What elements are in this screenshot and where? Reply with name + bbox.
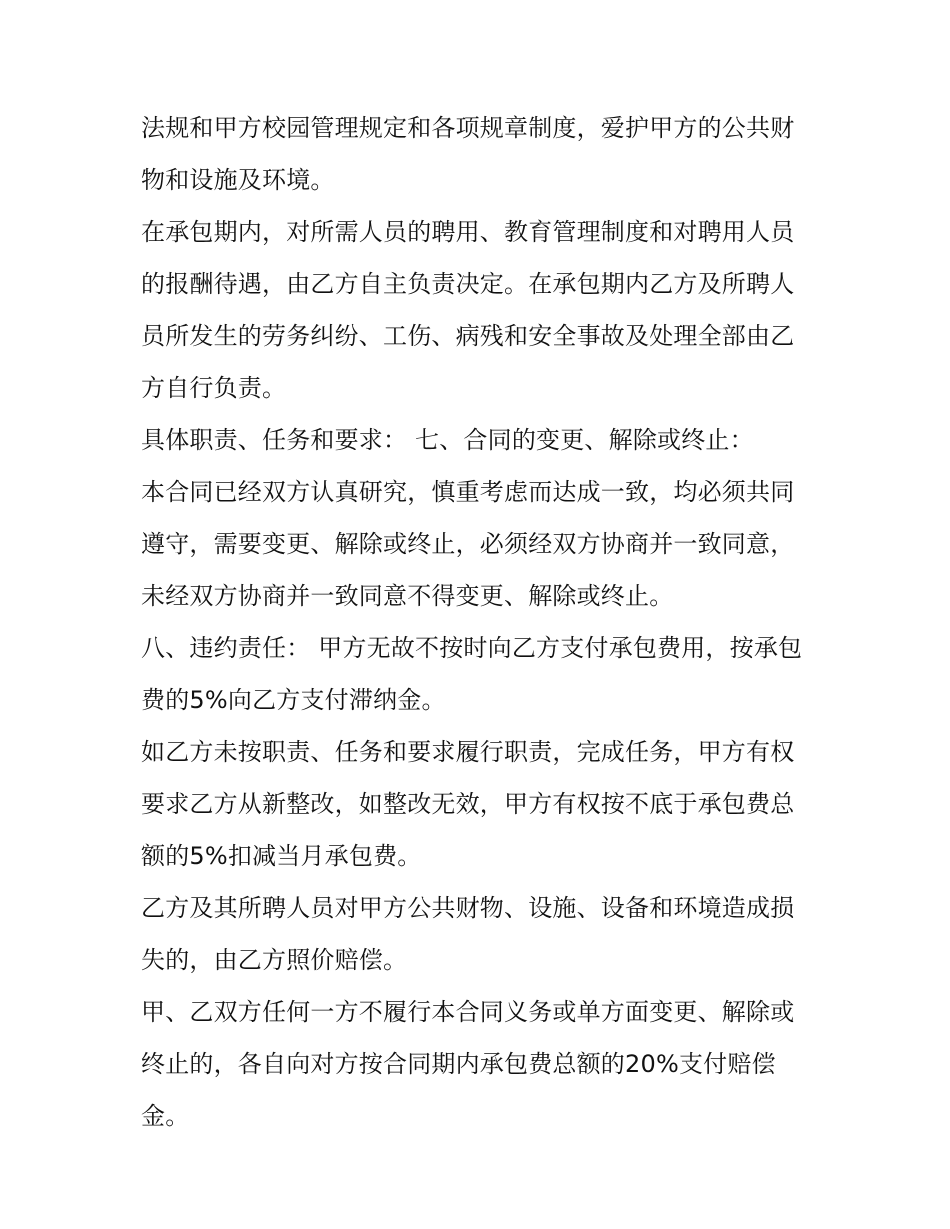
paragraph-regulations: 法规和甲方校园管理规定和各项规章制度，爱护甲方的公共财物和设施及环境。 bbox=[141, 114, 795, 194]
paragraph-breach-compensation: 甲、乙双方任何一方不履行本合同义务或单方面变更、解除或终止的，各自向对方按合同期内承包费总额的20%支付赔偿金。 bbox=[141, 998, 795, 1130]
document-body bbox=[141, 102, 816, 1142]
paragraph-duties-and-section-seven: 具体职责、任务和要求： 七、合同的变更、解除或终止： bbox=[141, 426, 754, 454]
paragraph-damage-compensation: 乙方及其所聘人员对甲方公共财物、设施、设备和环境造成损失的，由乙方照价赔偿。 bbox=[141, 894, 795, 974]
paragraph-rectification-deduction: 如乙方未按职责、任务和要求履行职责，完成任务，甲方有权要求乙方从新整改，如整改无效，甲方有权按不底于承包费总额的5%扣减当月承包费。 bbox=[141, 738, 795, 870]
paragraph-contract-changes: 本合同已经双方认真研究，慎重考虑而达成一致，均必须共同遵守，需要变更、解除或终止，必须经双方协商并一致同意，未经双方协商并一致同意不得变更、解除或终止。 bbox=[141, 478, 795, 610]
paragraph-staffing-responsibility: 在承包期内，对所需人员的聘用、教育管理制度和对聘用人员的报酬待遇，由乙方自主负责决定。在承包期内乙方及所聘人员所发生的劳务纠纷、工伤、病残和安全事故及处理全部由乙方自行负责。 bbox=[141, 218, 795, 402]
paragraph-section-eight-late-fee: 八、违约责任： 甲方无故不按时向乙方支付承包费用，按承包费的5%向乙方支付滞纳金。 bbox=[141, 634, 803, 714]
